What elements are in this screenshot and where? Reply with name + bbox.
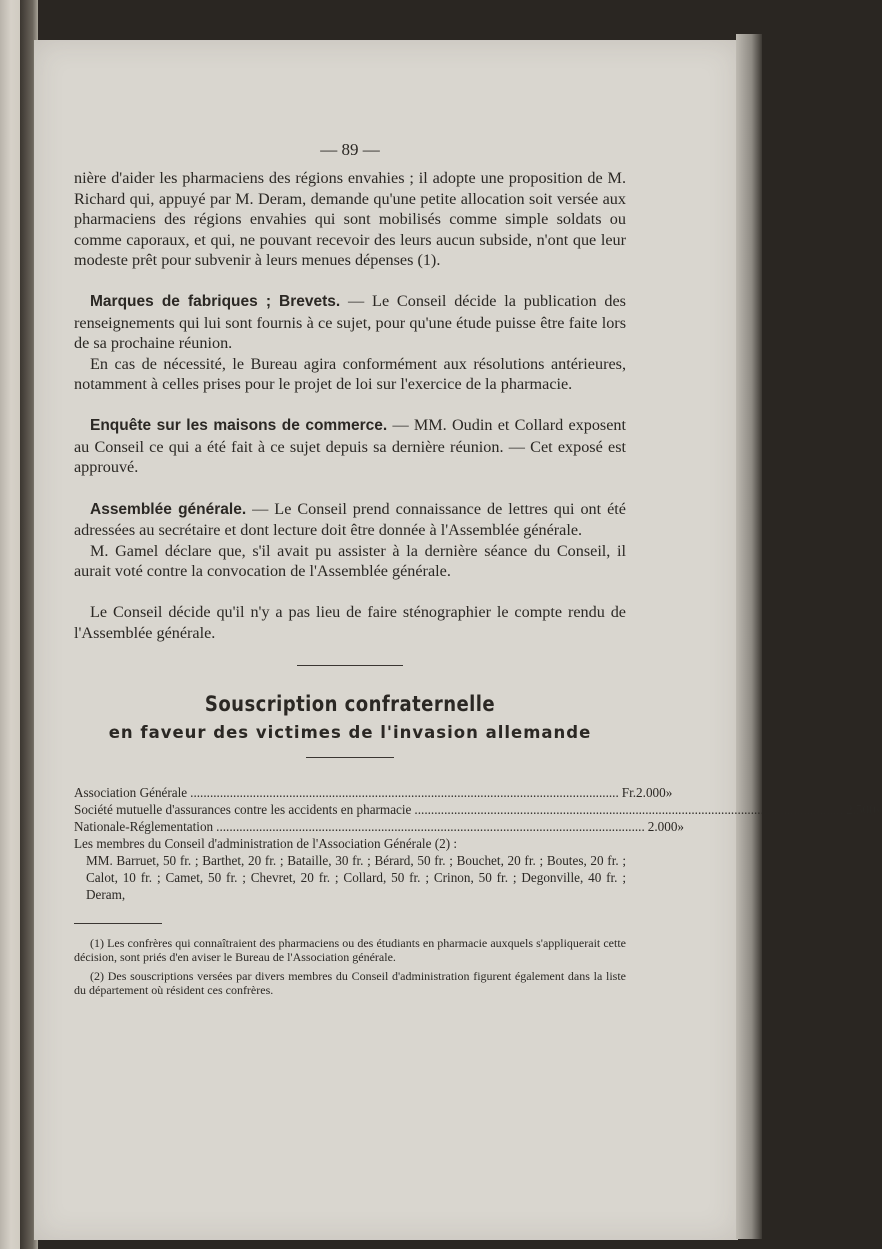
subscription-amount: 2.000 [647, 818, 678, 834]
paragraph-enquete-text: — MM. Oudin et Collard exposent au Conseil ce qui a été fait à ce sujet depuis sa dernière réunion. — Cet exposé est approuvé. [74, 416, 626, 477]
paragraph-allocation: nière d'aider les pharmaciens des régions envahies ; il adopte une proposition de M. Richard qui, appuyé par M. Deram, demande qu'une petite allocation soit versée aux pharmaciens des régions envahies qui sont mobilisés comme simple soldats ou comme caporaux, et qui, ne pouvant recevoir des leurs aucun subside, n'ont que leur modeste prêt pour subvenir à leurs menues dépenses (1). [74, 169, 626, 270]
subscription-row [74, 801, 882, 818]
subscription-row [74, 818, 685, 835]
page-number: — 89 — [320, 140, 380, 159]
subscription-amount: 2.500 [846, 801, 876, 817]
section-subtitle: en faveur des victimes de l'invasion allemande [108, 722, 592, 742]
subtitle-divider [306, 757, 394, 758]
paragraph-marques-text: — Le Conseil décide la publication des renseignements qui lui sont fournis à ce sujet, pour qu'une étude puisse être faite lors de sa prochaine réunion. [74, 292, 626, 353]
footnote-divider [74, 923, 162, 924]
subscription-label: Nationale-Réglementation [74, 818, 214, 834]
paragraph-enquete [74, 415, 626, 477]
paragraph-stenographie: Le Conseil décide qu'il n'y a pas lieu de faire sténographier le compte rendu de l'Assemblée générale. [74, 603, 626, 642]
footnote-2: (2) Des souscriptions versées par divers membres du Conseil d'administration figurent également dans la liste du département où résident ces confrères. [74, 968, 626, 997]
section-title: Souscription confraternelle [204, 692, 496, 717]
leader-dots: .................................................................................................................................. [216, 818, 645, 834]
heading-assemblee: Assemblée générale. [90, 500, 247, 518]
leader-dots: .................................................................................................................................. [414, 801, 844, 817]
paragraph-gamel: M. Gamel déclare que, s'il avait pu assister à la dernière séance du Conseil, il aurait voté contre la convocation de l'Assemblée générale. [74, 541, 626, 580]
paragraph-assemblee-text: — Le Conseil prend connaissance de lettres qui ont été adressées au secrétaire et dont lecture doit être donnée à l'Assemblée générale. [74, 499, 626, 540]
heading-enquete: Enquête sur les maisons de commerce. [90, 417, 388, 435]
paragraph-marques [74, 291, 626, 353]
subscription-label: Association Générale [74, 784, 188, 800]
heading-marques: Marques de fabriques ; Brevets. [90, 293, 341, 311]
subscription-label: Société mutuelle d'assurances contre les accidents en pharmacie [74, 801, 412, 817]
subscription-list [74, 784, 882, 903]
subscription-mark: » [875, 801, 882, 817]
subscription-row [74, 784, 673, 801]
paragraph-necessite: En cas de nécessité, le Bureau agira conformément aux résolutions antérieures, notamment à celles prises pour le projet de loi sur l'exercice de la pharmacie. [74, 354, 626, 394]
section-divider [297, 665, 403, 666]
members-block [74, 835, 626, 903]
left-page-edge [0, 0, 22, 1249]
paragraph-assemblee [74, 499, 626, 541]
footnote-1: (1) Les confrères qui connaîtraient des pharmaciens ou des étudiants en pharmacie auxquels s'appliquerait cette décision, sont priés d'en aviser le Bureau de l'Association générale. [74, 935, 626, 964]
subscription-currency: Fr. [621, 784, 637, 800]
page-stack-edge [736, 34, 762, 1239]
subscription-mark: » [665, 784, 673, 800]
members-list: MM. Barruet, 50 fr. ; Barthet, 20 fr. ; Bataille, 30 fr. ; Bérard, 50 fr. ; Bouchet, 20 fr. ; Boutes, 20 fr. ; Calot, 10 fr. ; Camet, 50 fr. ; Chevret, 20 fr. ; Collard, 50 fr. ; Crinon, 50 fr. ; Degonville, 40 fr. ; Deram, [86, 852, 626, 902]
page-content [74, 140, 882, 1002]
members-intro: Les membres du Conseil d'administration de l'Association Générale (2) : [74, 835, 458, 851]
leader-dots: .................................................................................................................................. [190, 784, 619, 800]
subscription-amount: 2.000 [636, 784, 666, 800]
subscription-mark: » [677, 818, 685, 834]
